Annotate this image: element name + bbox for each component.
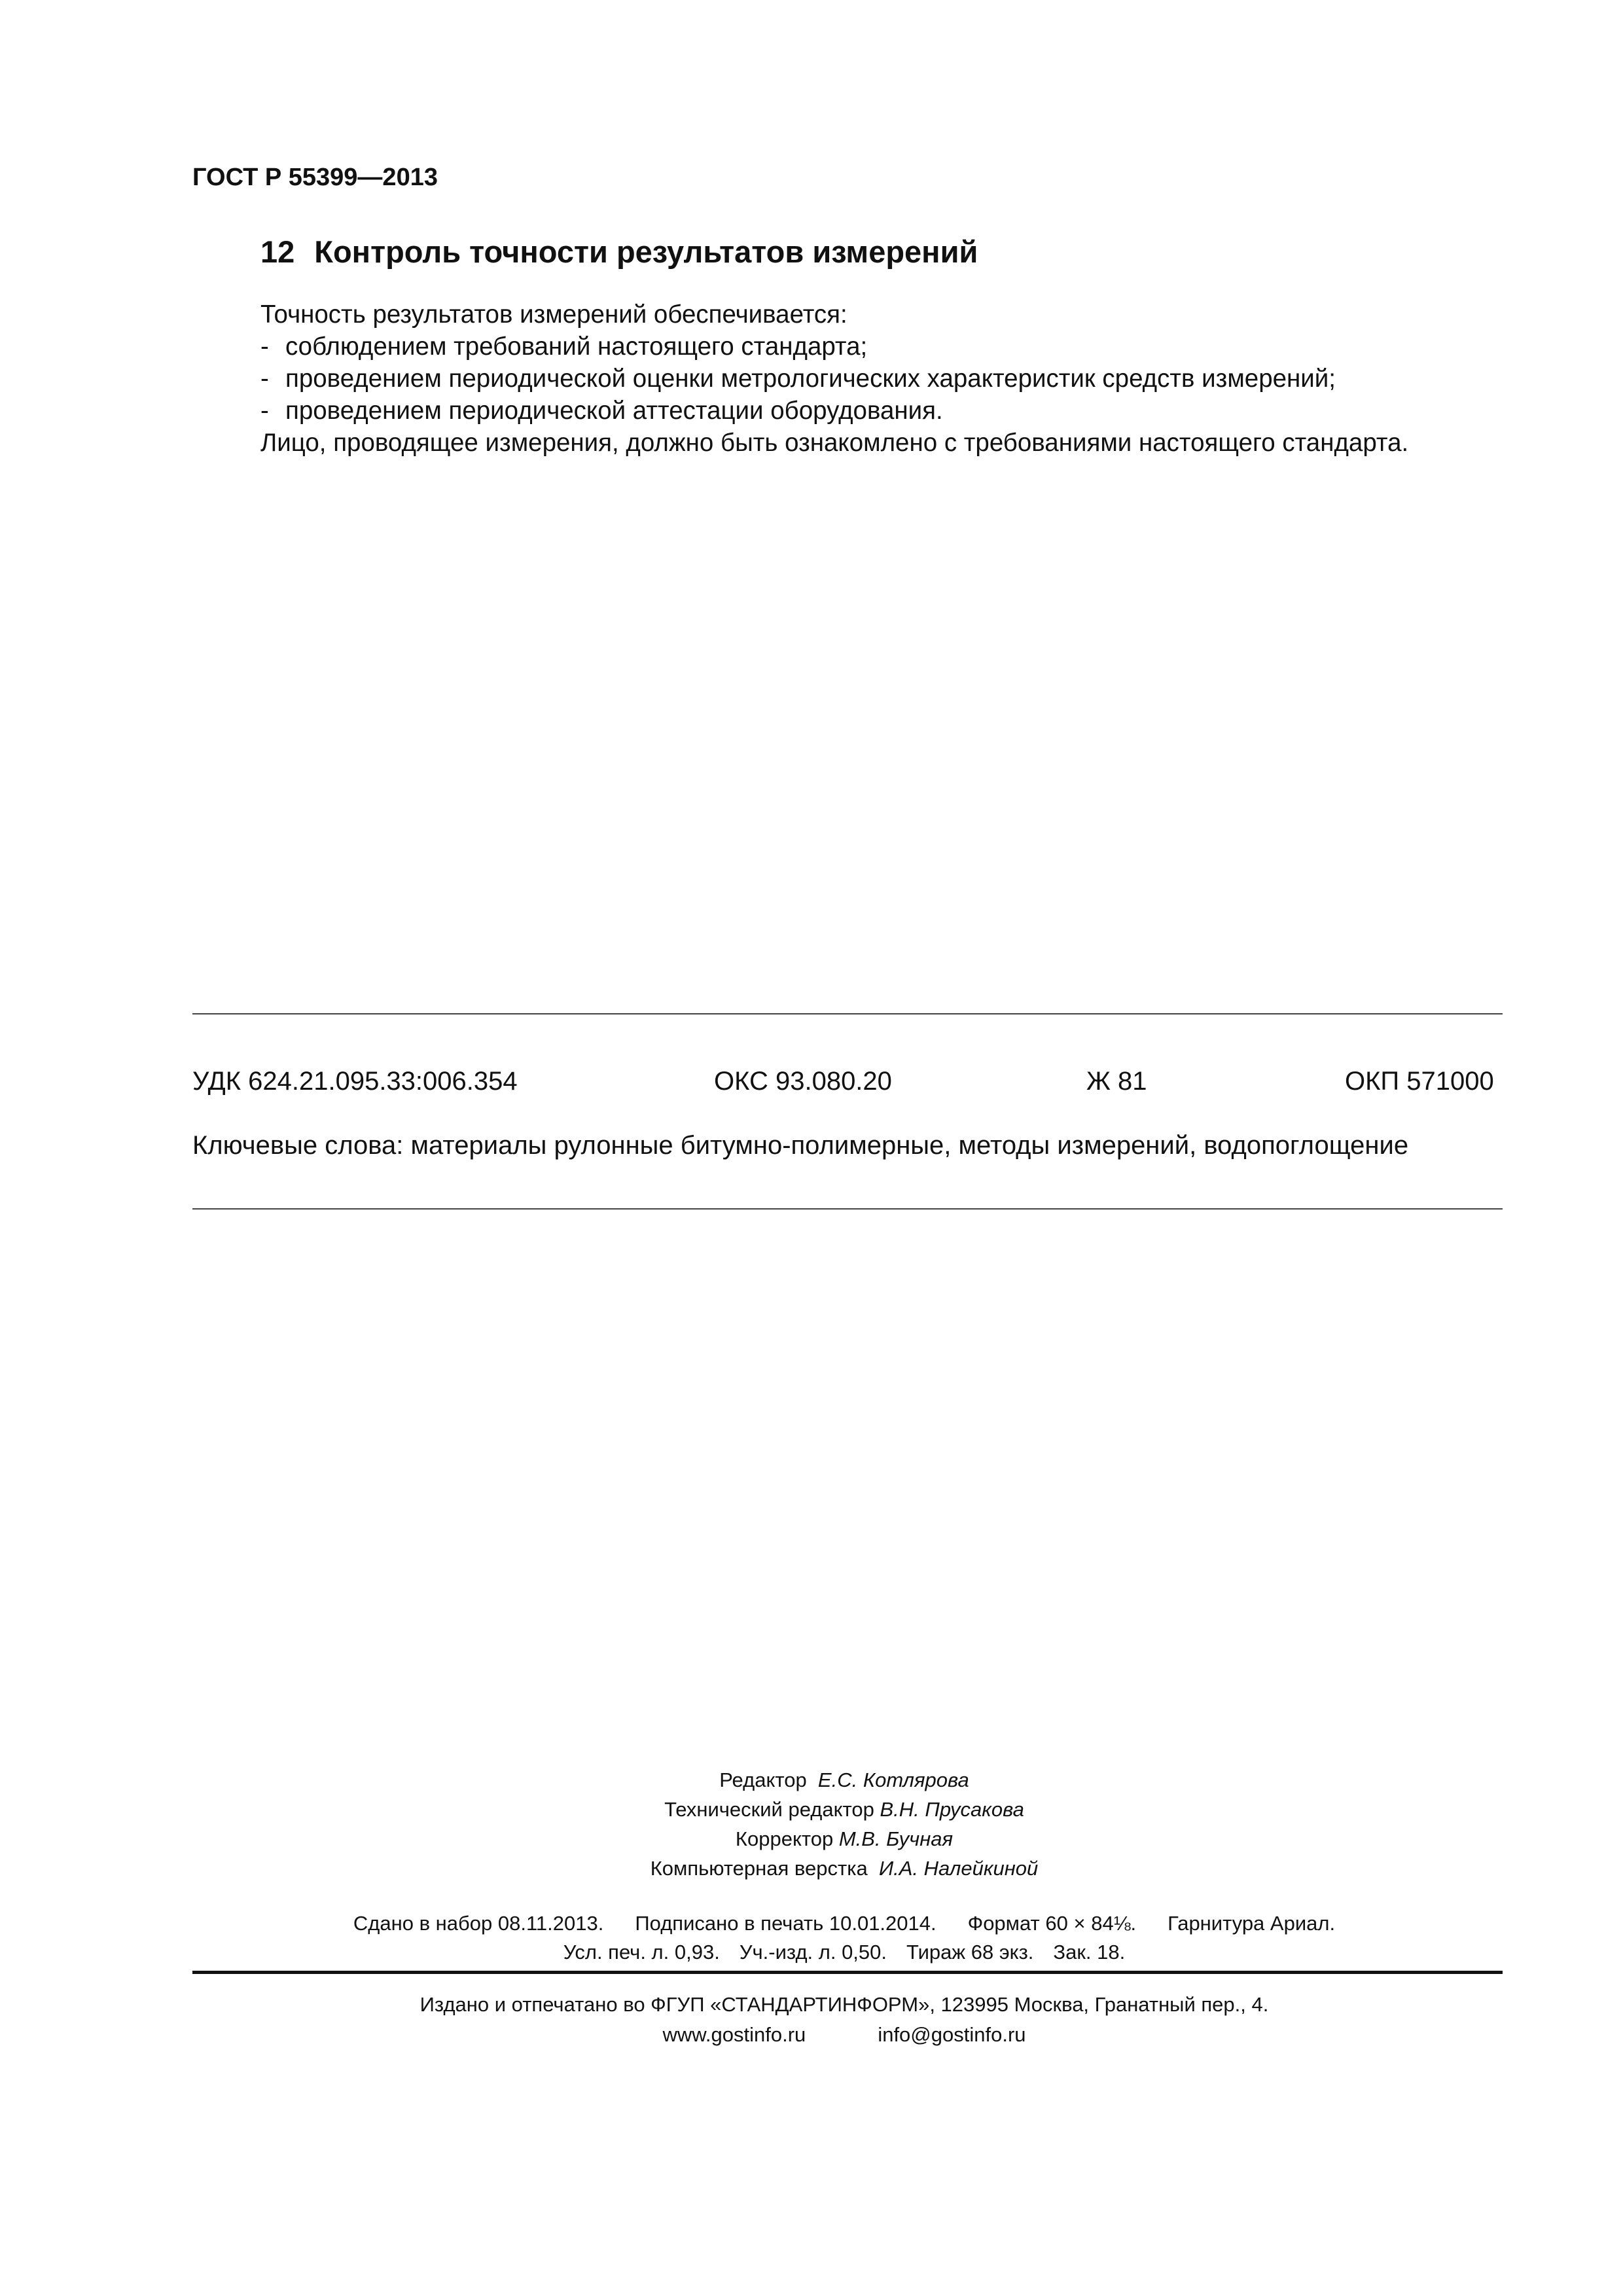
section-number: 12	[260, 234, 295, 269]
publisher-line: Издано и отпечатано во ФГУП «СТАНДАРТИНФОРМ», 123995 Москва, Гранатный пер., 4.	[419, 1993, 1269, 2016]
list-item: - проведением периодической аттестации оборудования.	[260, 395, 1408, 427]
credit-editor: Редактор Е.С. Котлярова	[719, 1768, 969, 1791]
credits-block	[0, 1765, 1623, 1883]
closing-paragraph: Лицо, проводящее измерения, должно быть ознакомлено с требованиями настоящего стандарта.	[260, 429, 1409, 457]
keywords: Ключевые слова: материалы рулонные битумно-полимерные, методы измерений, водопоглощение	[192, 1131, 1409, 1160]
credit-layout: Компьютерная верстка И.А. Налейкиной	[650, 1857, 1039, 1880]
list-marker: -	[260, 332, 269, 361]
divider-top	[192, 1013, 1503, 1014]
credit-corrector: Корректор М.В. Бучная	[735, 1827, 954, 1850]
section-heading: Контроль точности результатов измерений	[314, 234, 978, 269]
publisher-block	[0, 1990, 1623, 2050]
section-body	[260, 298, 1408, 459]
document-code: ГОСТ Р 55399—2013	[192, 164, 438, 191]
imprint-line-2: Усл. печ. л. 0,93. Уч.-изд. л. 0,50. Тираж 68 экз. Зак. 18.	[563, 1941, 1126, 1964]
credit-tech-editor: Технический редактор В.Н. Прусакова	[664, 1798, 1024, 1821]
intro-paragraph: Точность результатов измерений обеспечивается:	[260, 300, 847, 329]
imprint-line-1: Сдано в набор 08.11.2013. Подписано в печать 10.01.2014. Формат 60 × 84⅛. Гарнитура Ариал.	[353, 1912, 1336, 1935]
divider-bottom	[192, 1208, 1503, 1210]
group-code: Ж 81	[1086, 1067, 1147, 1096]
list-item: - проведением периодической оценки метрологических характеристик средств измерений;	[260, 363, 1408, 395]
divider-imprint	[192, 1971, 1503, 1974]
publisher-email: info@gostinfo.ru	[878, 2023, 1026, 2046]
list-marker: -	[260, 365, 269, 393]
list-marker: -	[260, 397, 269, 425]
list-item: - соблюдением требований настоящего стандарта;	[260, 331, 1408, 363]
oks-code: ОКС 93.080.20	[714, 1067, 892, 1096]
imprint-block	[0, 1909, 1623, 1967]
udk-code: УДК 624.21.095.33:006.354	[192, 1067, 518, 1096]
publisher-contacts	[0, 2020, 1623, 2050]
publisher-website: www.gostinfo.ru	[662, 2023, 806, 2046]
okp-code: ОКП 571000	[1345, 1067, 1494, 1096]
section-title	[260, 234, 978, 270]
